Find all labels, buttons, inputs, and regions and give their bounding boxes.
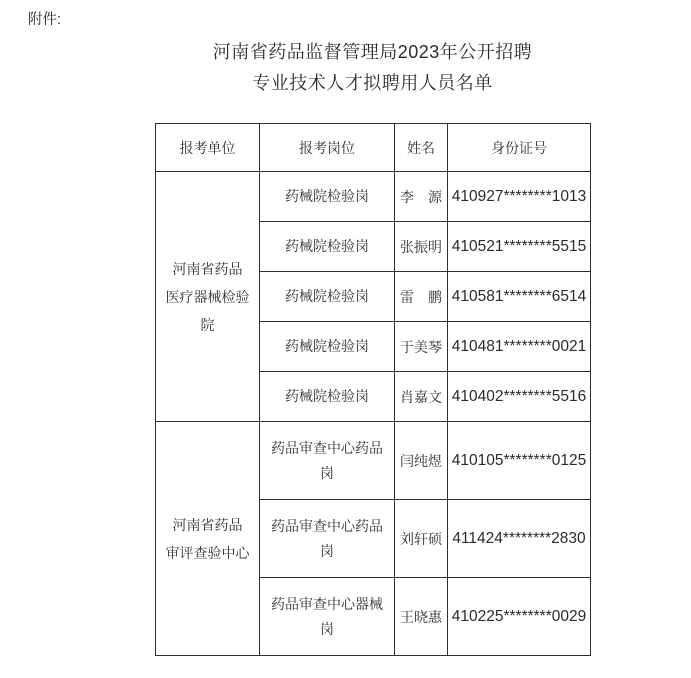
title-line-2: 专业技术人才拟聘用人员名单 — [252, 73, 493, 93]
name-cell: 雷 鹏 — [395, 272, 448, 322]
name-cell: 肖嘉文 — [395, 372, 448, 422]
roster-table — [155, 123, 591, 656]
name-cell: 李 源 — [395, 172, 448, 222]
unit-line: 河南省药品 — [172, 516, 243, 533]
position-cell: 药械院检验岗 — [260, 322, 395, 372]
position-cell: 药械院检验岗 — [260, 172, 395, 222]
unit-cell-group-1 — [156, 172, 260, 422]
unit-line: 审评查验中心 — [165, 544, 250, 561]
position-cell: 药械院检验岗 — [260, 372, 395, 422]
id-cell: 410105********0125 — [448, 422, 591, 500]
unit-cell-group-2 — [156, 422, 260, 656]
id-cell: 411424********2830 — [448, 500, 591, 578]
header-unit-cell: 报考单位 — [156, 124, 260, 172]
name-cell: 刘轩硕 — [395, 500, 448, 578]
position-cell: 药品审查中心药品岗 — [260, 500, 395, 578]
position-cell: 药品审查中心药品岗 — [260, 422, 395, 500]
id-cell: 410581********6514 — [448, 272, 591, 322]
position-cell: 药品审查中心器械岗 — [260, 578, 395, 656]
unit-line: 医疗器械检验院 — [165, 288, 250, 333]
title-line-1: 河南省药品监督管理局2023年公开招聘 — [212, 42, 533, 62]
header-id-cell: 身份证号 — [448, 124, 591, 172]
table-row — [156, 422, 591, 500]
id-cell: 410481********0021 — [448, 322, 591, 372]
header-position-cell: 报考岗位 — [260, 124, 395, 172]
attachment-label: 附件: — [28, 12, 62, 28]
name-cell: 闫纯煜 — [395, 422, 448, 500]
table-header-row — [156, 124, 591, 172]
header-name-cell: 姓名 — [395, 124, 448, 172]
id-cell: 410927********1013 — [448, 172, 591, 222]
name-cell: 王晓惠 — [395, 578, 448, 656]
id-cell: 410521********5515 — [448, 222, 591, 272]
name-cell: 于美琴 — [395, 322, 448, 372]
unit-line: 河南省药品 — [172, 260, 243, 277]
table-row — [156, 172, 591, 222]
name-cell: 张振明 — [395, 222, 448, 272]
position-cell: 药械院检验岗 — [260, 222, 395, 272]
id-cell: 410402********5516 — [448, 372, 591, 422]
id-cell: 410225********0029 — [448, 578, 591, 656]
position-cell: 药械院检验岗 — [260, 272, 395, 322]
document-title — [155, 37, 590, 99]
